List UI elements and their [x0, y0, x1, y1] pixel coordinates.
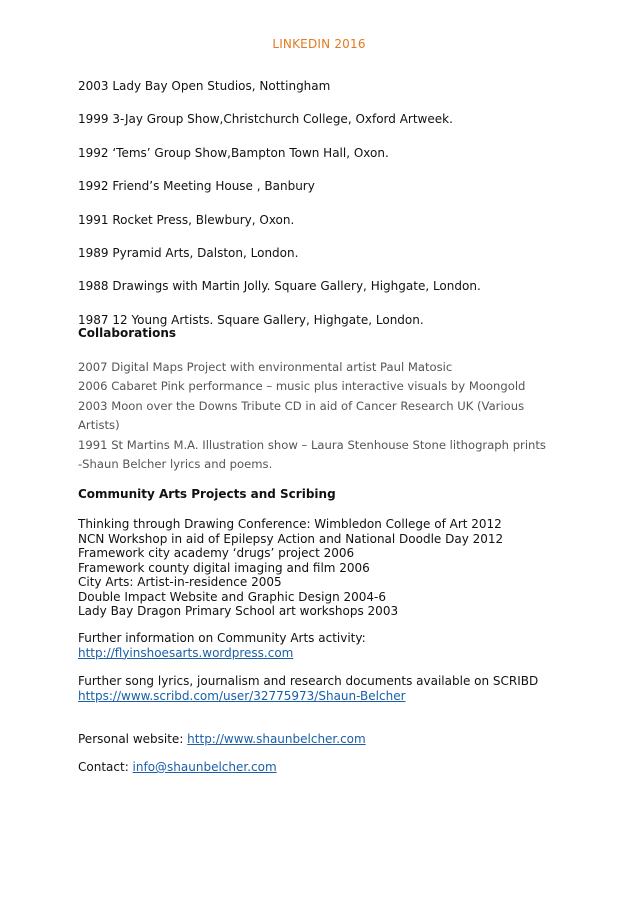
list-item: Thinking through Drawing Conference: Wimbledon College of Art 2012: [78, 517, 502, 531]
list-item: 1989 Pyramid Arts, Dalston, London.: [78, 245, 299, 260]
further-info-text: Further information on Community Arts activity:: [78, 631, 366, 645]
website-link[interactable]: http://www.shaunbelcher.com: [187, 732, 366, 746]
website-label: Personal website:: [78, 732, 188, 746]
collaborations-list: [78, 358, 548, 474]
scribd-block: [78, 674, 568, 703]
list-item: 1991 St Martins M.A. Illustration show – Laura Stenhouse Stone lithograph prints -Shaun Belcher lyrics and poems.: [78, 437, 546, 472]
page-header-title: LINKEDIN 2016: [272, 37, 366, 51]
list-item: 1988 Drawings with Martin Jolly. Square Gallery, Highgate, London.: [78, 279, 481, 294]
website-block: [78, 732, 568, 747]
further-info-block: [78, 631, 568, 660]
collaborations-heading: Collaborations: [78, 326, 177, 340]
list-item: Lady Bay Dragon Primary School art workshops 2003: [78, 604, 399, 618]
scribd-text: Further song lyrics, journalism and research documents available on SCRIBD: [78, 674, 539, 688]
list-item: Double Impact Website and Graphic Design 2004-6: [78, 589, 386, 604]
email-link[interactable]: info@shaunbelcher.com: [132, 760, 277, 774]
community-list: [78, 517, 568, 619]
community-heading: Community Arts Projects and Scribing: [78, 487, 336, 501]
list-item: Framework county digital imaging and film 2006: [78, 560, 370, 575]
list-item: 1991 Rocket Press, Blewbury, Oxon.: [78, 212, 295, 227]
list-item: City Arts: Artist-in-residence 2005: [78, 575, 282, 589]
list-item: 2003 Moon over the Downs Tribute CD in aid of Cancer Research UK (Various Artists): [78, 398, 525, 433]
list-item: 1992 Friend’s Meeting House , Banbury: [78, 179, 315, 194]
list-item: NCN Workshop in aid of Epilepsy Action and National Doodle Day 2012: [78, 531, 504, 546]
list-item: 1987 12 Young Artists. Square Gallery, Highgate, London.: [78, 312, 424, 327]
list-item: 2003 Lady Bay Open Studios, Nottingham: [78, 79, 331, 93]
list-item: Framework city academy ‘drugs’ project 2006: [78, 546, 355, 560]
contact-label: Contact:: [78, 760, 133, 774]
wordpress-link[interactable]: http://flyinshoesarts.wordpress.com: [78, 645, 294, 660]
list-item: 2006 Cabaret Pink performance – music plus interactive visuals by Moongold: [78, 379, 526, 394]
list-item: 1992 ‘Tems’ Group Show,Bampton Town Hall, Oxon.: [78, 145, 389, 160]
list-item: 1999 3-Jay Group Show,Christchurch College, Oxford Artweek.: [78, 112, 453, 127]
exhibitions-list: [78, 78, 568, 345]
list-item: 2007 Digital Maps Project with environmental artist Paul Matosic: [78, 360, 453, 374]
scribd-link[interactable]: https://www.scribd.com/user/32775973/Shaun-Belcher: [78, 688, 406, 703]
contact-block: [78, 760, 568, 775]
